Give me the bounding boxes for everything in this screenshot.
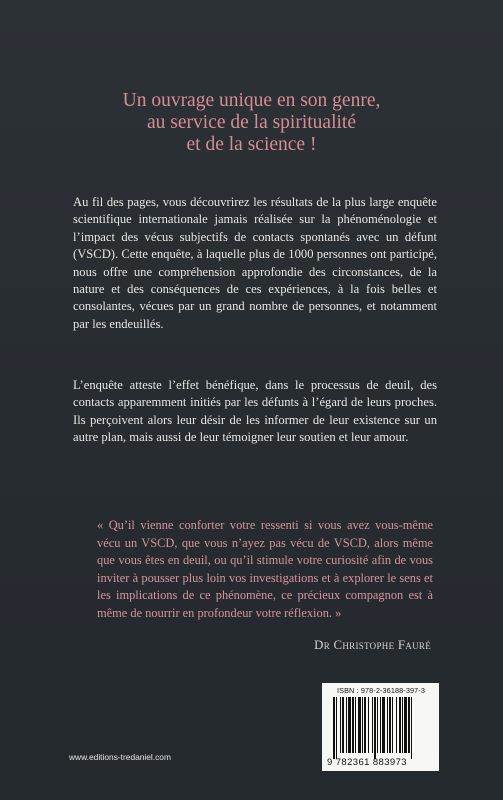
headline-line-2: au service de la spiritualité [147,112,356,133]
barcode-digits: 9 782361 883973 [327,757,407,768]
publisher-website: www.editions-tredaniel.com [69,752,171,762]
headline-line-1: Un ouvrage unique en son genre, [122,90,381,111]
endorsement-quote: « Qu’il vienne conforter votre ressenti si vous avez vous-même vécu un VSCD, que vous n’ayez pas vécu de VSCD, alors même que vous êtes en deuil, ou qu’il stimule votre curiosité afin de vous inviter à pousser plus loin vos investigations et à explorer le sens et les implications de ce phénomène, ce précieux compagnon est à même de nourrir en profondeur votre réflexion. » [97,518,433,620]
headline [40,90,463,156]
headline-line-3: et de la science ! [186,134,317,155]
description-paragraph-1: Au fil des pages, vous découvrirez les résultats de la plus large enquête scientifique internationale jamais réalisée sur la phénoménologie et l’impact des vécus subjectifs de contacts spontanés avec un défunt (VSCD). Cette enquête, à laquelle plus de 1000 personnes ont participé, nous offre une compréhension approfondie des circonstances, de la nature et des conséquences de ces expériences, à la fois belles et consolantes, vécues par un grand nombre de personnes, et notamment par les endeuillés. [73,195,437,331]
barcode [322,683,439,771]
quote-author: Dr Christophe Fauré [314,638,431,652]
barcode-bars [327,697,434,759]
description-paragraph-2: L’enquête atteste l’effet bénéfique, dans le processus de deuil, des contacts apparemment initiés par les défunts à l’égard de leurs proches. Ils perçoivent alors leur désir de les informer de leur existence sur un autre plan, mais aussi de leur témoigner leur soutien et leur amour. [73,378,437,445]
isbn-label: ISBN : 978-2-36188-397-3 [337,686,425,695]
